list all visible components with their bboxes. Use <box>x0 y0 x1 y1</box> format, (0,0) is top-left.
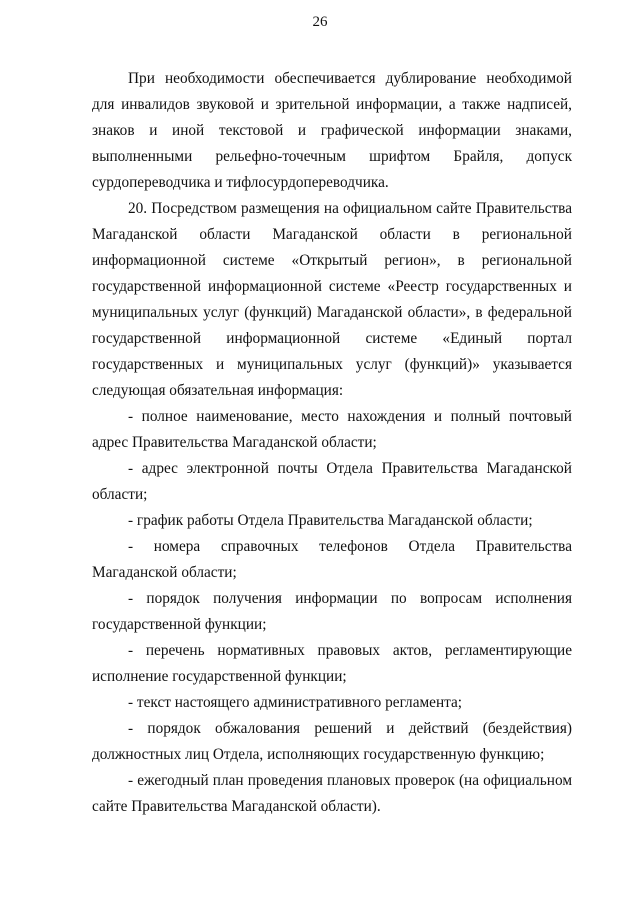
paragraph-duplication: При необходимости обеспечивается дублирование необходимой для инвалидов звуковой и зрительной информации, а также надписей, знаков и иной текстовой и графической информации знаками, выполненными рельефно-точечным шрифтом Брайля, допуск сурдопереводчика и тифлосурдопереводчика. <box>92 70 572 191</box>
list-item-schedule: - график работы Отдела Правительства Магаданской области; <box>128 512 533 529</box>
list-item-appeal-procedure: - порядок обжалования решений и действий (бездействия) должностных лиц Отдела, исполняющих государственную функцию; <box>92 720 572 763</box>
list-item-info-procedure: - порядок получения информации по вопросам исполнения государственной функции; <box>92 590 572 633</box>
list-item-legal-acts: - перечень нормативных правовых актов, регламентирующие исполнение государственной функции; <box>92 642 572 685</box>
list-item-address: - полное наименование, место нахождения и полный почтовый адрес Правительства Магаданской области; <box>92 408 572 451</box>
list-item-email: - адрес электронной почты Отдела Правительства Магаданской области; <box>92 460 572 503</box>
list-item-inspection-plan: - ежегодный план проведения плановых проверок (на официальном сайте Правительства Магаданской области). <box>92 772 572 815</box>
list-item-phones: - номера справочных телефонов Отдела Правительства Магаданской области; <box>92 538 572 581</box>
list-item-regulation-text: - текст настоящего административного регламента; <box>128 694 463 711</box>
page-number: 26 <box>312 14 328 30</box>
document-body <box>92 66 572 820</box>
paragraph-item-20: 20. Посредством размещения на официальном сайте Правительства Магаданской области Магаданской области в региональной информационной системе «Открытый регион», в региональной государственной информационной системе «Реестр государственных и муниципальных услуг (функций) Магаданской области», в федеральной государственной информационной системе «Единый портал государственных и муниципальных услуг (функций)» указывается следующая обязательная информация: <box>92 200 572 399</box>
